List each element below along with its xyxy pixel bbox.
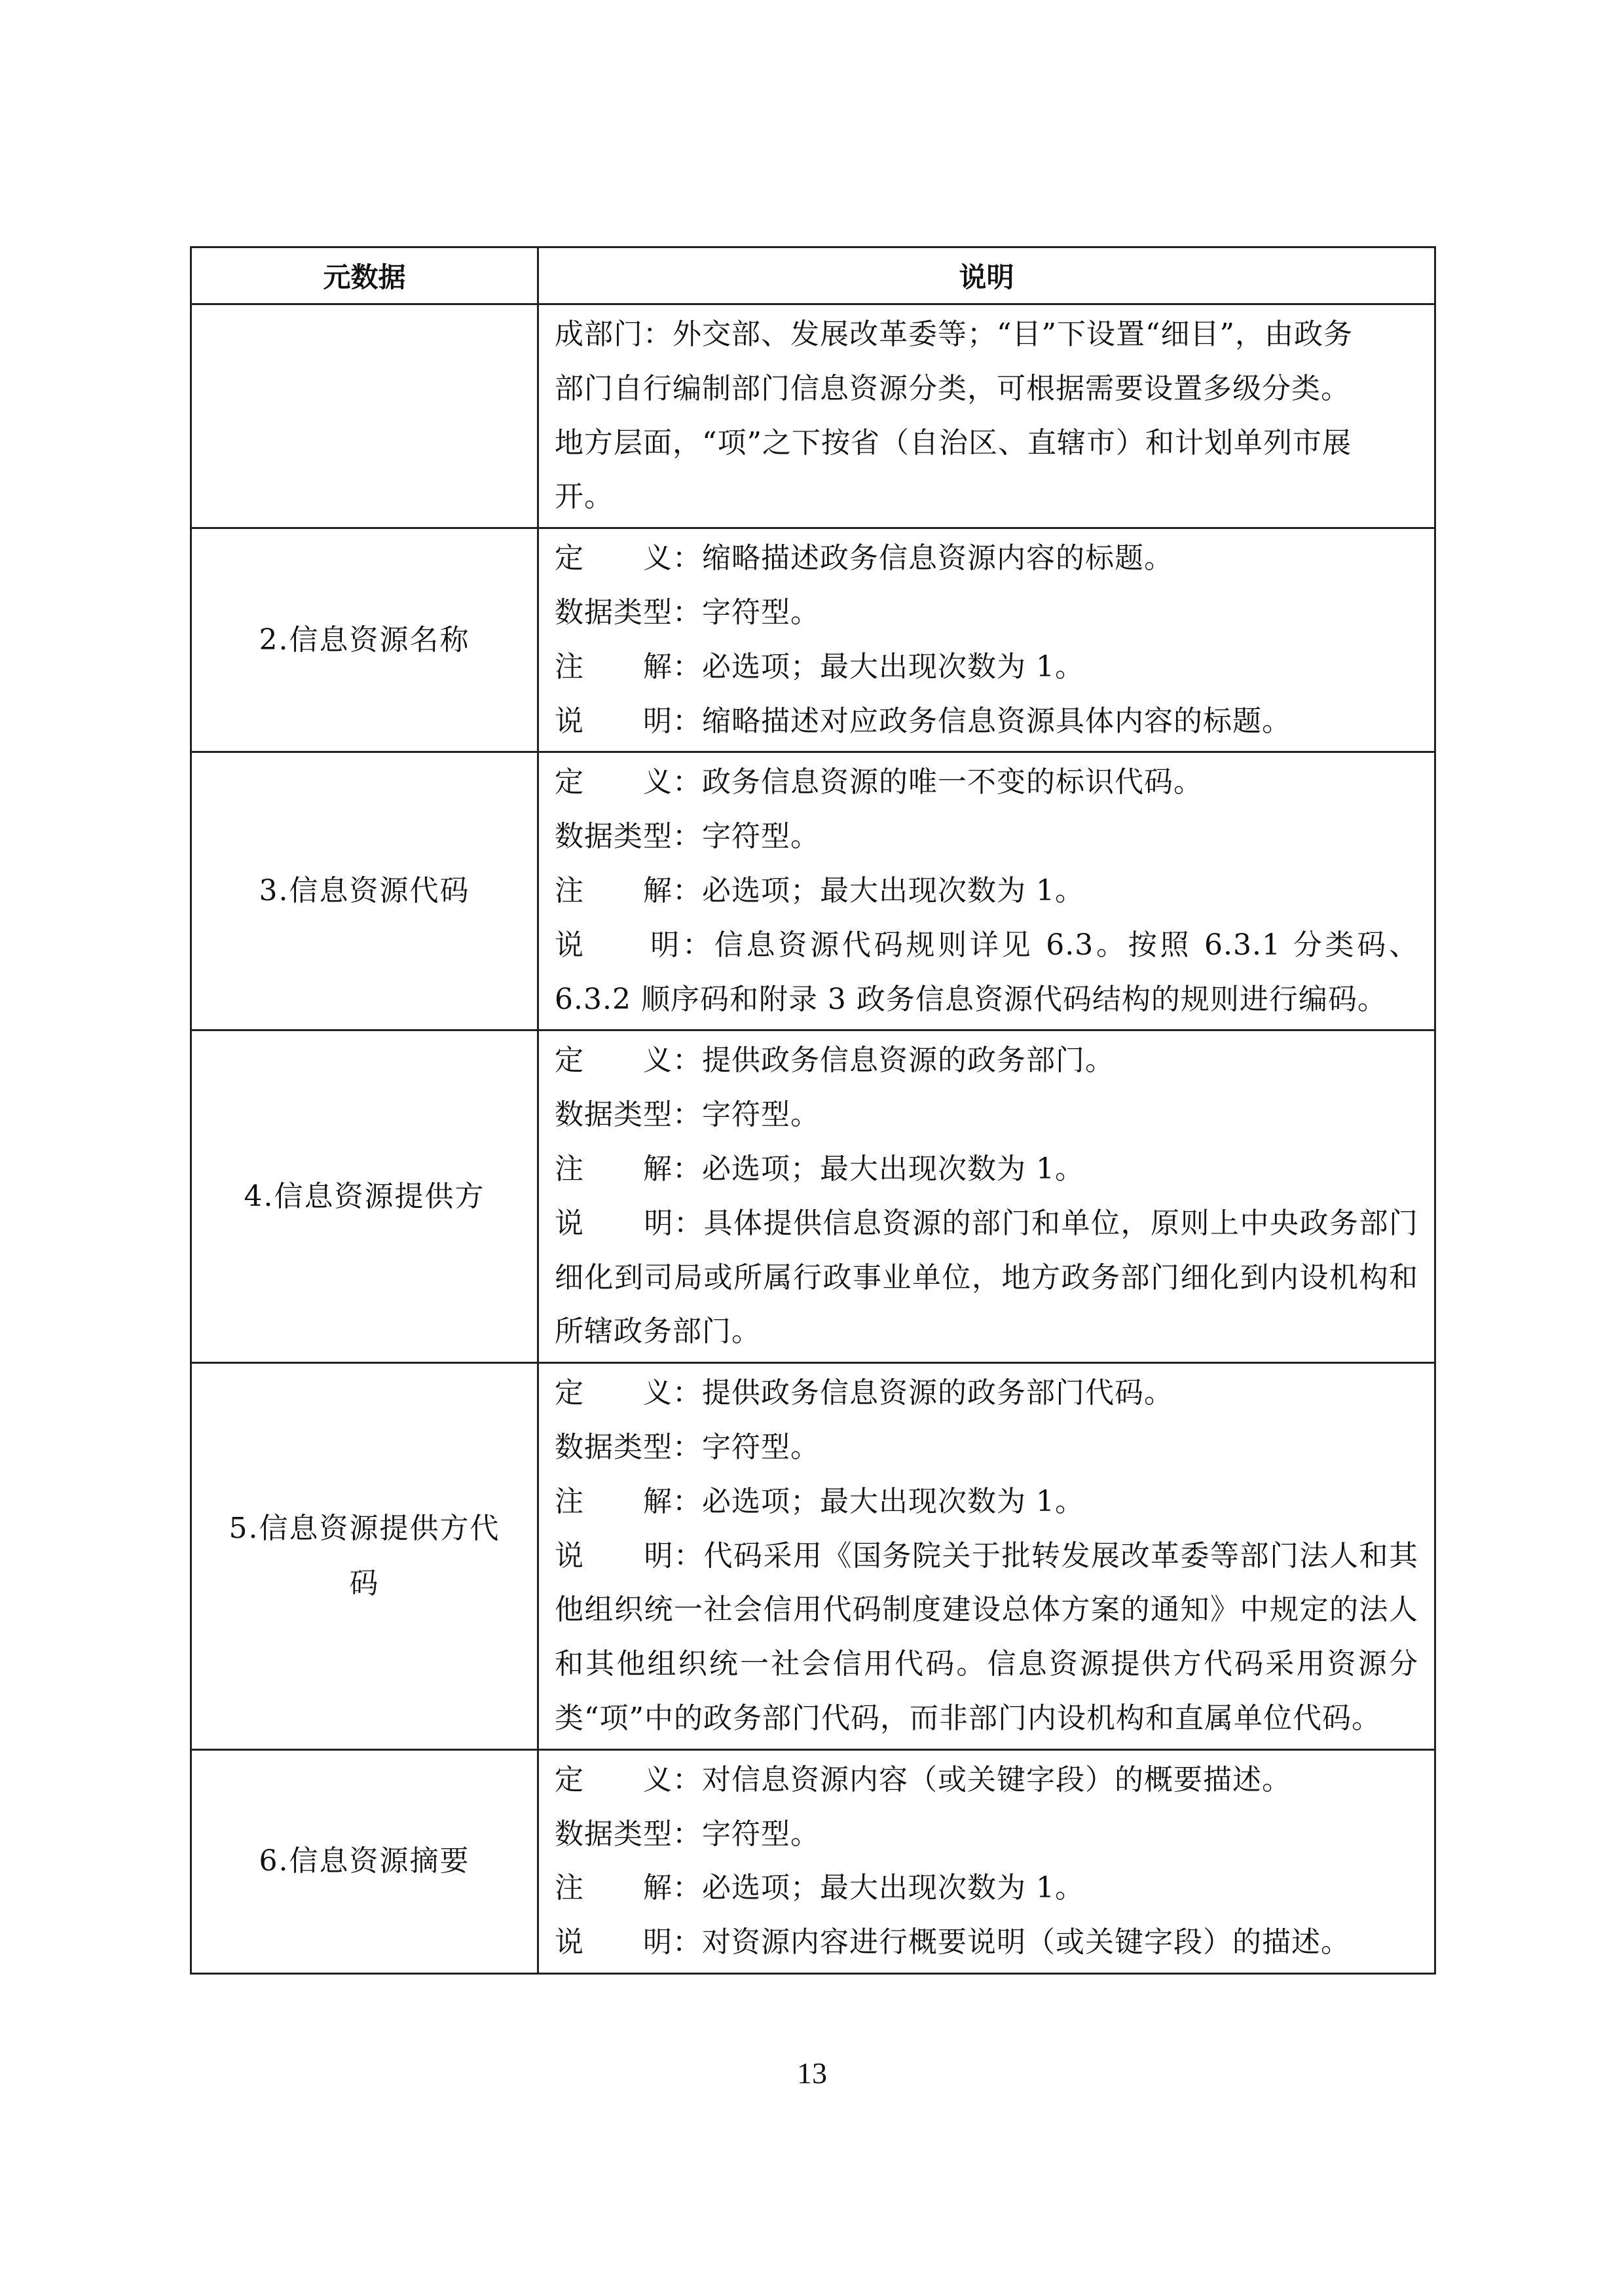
- table-row: [191, 1030, 1435, 1363]
- note-text: 必选项；最大出现次数为 1。: [702, 1484, 1084, 1518]
- description-cell: [538, 1030, 1435, 1363]
- definition-text: 政务信息资源的唯一不变的标识代码。: [702, 765, 1203, 799]
- note-label: 注 解：: [555, 1871, 702, 1905]
- data-type-label: 数据类型：: [555, 1430, 702, 1464]
- explanation-line: [555, 1197, 1418, 1359]
- description-cell: [538, 752, 1435, 1030]
- explanation-line: [555, 1529, 1418, 1746]
- explanation-line: [555, 1916, 1418, 1970]
- data-type-text: 字符型。: [702, 1098, 820, 1132]
- data-type-text: 字符型。: [702, 1430, 820, 1464]
- data-type-line: [555, 586, 1418, 640]
- data-type-label: 数据类型：: [555, 595, 702, 629]
- explanation-text: 对资源内容进行概要说明（或关键字段）的描述。: [702, 1925, 1350, 1959]
- definition-text: 对信息资源内容（或关键字段）的概要描述。: [702, 1762, 1291, 1796]
- continuation-line: 开。: [555, 480, 614, 514]
- data-type-text: 字符型。: [702, 1817, 820, 1851]
- data-type-label: 数据类型：: [555, 820, 702, 854]
- definition-label: 定 义：: [555, 765, 702, 799]
- page-number: 13: [797, 2056, 827, 2090]
- metadata-table: [190, 246, 1436, 1975]
- metadata-name-cell: 3.信息资源代码: [191, 752, 538, 1030]
- data-type-label: 数据类型：: [555, 1817, 702, 1851]
- table-row: [191, 1363, 1435, 1750]
- description-cell: [538, 304, 1435, 528]
- definition-line: [555, 756, 1418, 810]
- table-row: [191, 752, 1435, 1030]
- explanation-label: 说 明：: [555, 704, 702, 738]
- table-header-row: [191, 247, 1435, 304]
- data-type-label: 数据类型：: [555, 1098, 702, 1132]
- note-label: 注 解：: [555, 873, 702, 907]
- data-type-line: [555, 810, 1418, 864]
- definition-line: [555, 1753, 1418, 1808]
- header-description: 说明: [538, 247, 1435, 304]
- note-line: [555, 1861, 1418, 1916]
- metadata-name-cell: 2.信息资源名称: [191, 528, 538, 752]
- note-line: [555, 1475, 1418, 1529]
- explanation-text: 具体提供信息资源的部门和单位，原则上中央政务部门细化到司局或所属行政事业单位，地方政务部门细化到内设机构和所辖政务部门。: [555, 1206, 1418, 1349]
- continuation-line: 成部门：外交部、发展改革委等；“目”下设置“细目”，由政务: [555, 318, 1353, 351]
- note-text: 必选项；最大出现次数为 1。: [702, 1871, 1084, 1905]
- definition-line: [555, 532, 1418, 586]
- definition-label: 定 义：: [555, 1762, 702, 1796]
- note-text: 必选项；最大出现次数为 1。: [702, 873, 1084, 907]
- metadata-name-cell: 6.信息资源摘要: [191, 1749, 538, 1973]
- explanation-text: 信息资源代码规则详见 6.3。按照 6.3.1 分类码、6.3.2 顺序码和附录 3 政务信息资源代码结构的规则进行编码。: [555, 928, 1419, 1016]
- table-row: [191, 304, 1435, 528]
- explanation-text: 缩略描述对应政务信息资源具体内容的标题。: [702, 704, 1291, 738]
- metadata-name-cell: [191, 304, 538, 528]
- data-type-text: 字符型。: [702, 820, 820, 854]
- note-label: 注 解：: [555, 649, 702, 683]
- header-metadata: 元数据: [191, 247, 538, 304]
- metadata-name-cell: 4.信息资源提供方: [191, 1030, 538, 1363]
- description-cell: [538, 1363, 1435, 1750]
- definition-line: [555, 1034, 1418, 1088]
- note-line: [555, 864, 1418, 919]
- definition-label: 定 义：: [555, 1376, 702, 1410]
- continuation-line: 地方层面，“项”之下按省（自治区、直辖市）和计划单列市展: [555, 426, 1352, 460]
- note-line: [555, 640, 1418, 695]
- explanation-label: 说 明：: [555, 1925, 702, 1959]
- data-type-line: [555, 1808, 1418, 1862]
- continuation-line: 部门自行编制部门信息资源分类，可根据需要设置多级分类。: [555, 371, 1350, 405]
- explanation-label: 说 明：: [555, 1206, 704, 1240]
- explanation-line: [555, 919, 1418, 1027]
- data-type-text: 字符型。: [702, 595, 820, 629]
- note-text: 必选项；最大出现次数为 1。: [702, 649, 1084, 683]
- definition-text: 提供政务信息资源的政务部门代码。: [702, 1376, 1173, 1410]
- note-line: [555, 1142, 1418, 1197]
- table-row: [191, 1749, 1435, 1973]
- explanation-text: 代码采用《国务院关于批转发展改革委等部门法人和其他组织统一社会信用代码制度建设总体方案的通知》中规定的法人和其他组织统一社会信用代码。信息资源提供方代码采用资源分类“项”中的政务部门代码，而非部门内设机构和直属单位代码。: [555, 1539, 1418, 1735]
- data-type-line: [555, 1421, 1418, 1475]
- definition-text: 提供政务信息资源的政务部门。: [702, 1044, 1115, 1078]
- explanation-line: [555, 695, 1418, 749]
- explanation-label: 说 明：: [555, 1539, 704, 1573]
- description-cell: [538, 1749, 1435, 1973]
- note-label: 注 解：: [555, 1484, 702, 1518]
- description-cell: [538, 528, 1435, 752]
- definition-line: [555, 1366, 1418, 1421]
- definition-label: 定 义：: [555, 541, 702, 575]
- table-row: [191, 528, 1435, 752]
- note-label: 注 解：: [555, 1152, 702, 1186]
- explanation-label: 说 明：: [555, 928, 714, 962]
- note-text: 必选项；最大出现次数为 1。: [702, 1152, 1084, 1186]
- definition-text: 缩略描述政务信息资源内容的标题。: [702, 541, 1173, 575]
- data-type-line: [555, 1088, 1418, 1142]
- metadata-name-cell: 5.信息资源提供方代码: [191, 1363, 538, 1750]
- definition-label: 定 义：: [555, 1044, 702, 1078]
